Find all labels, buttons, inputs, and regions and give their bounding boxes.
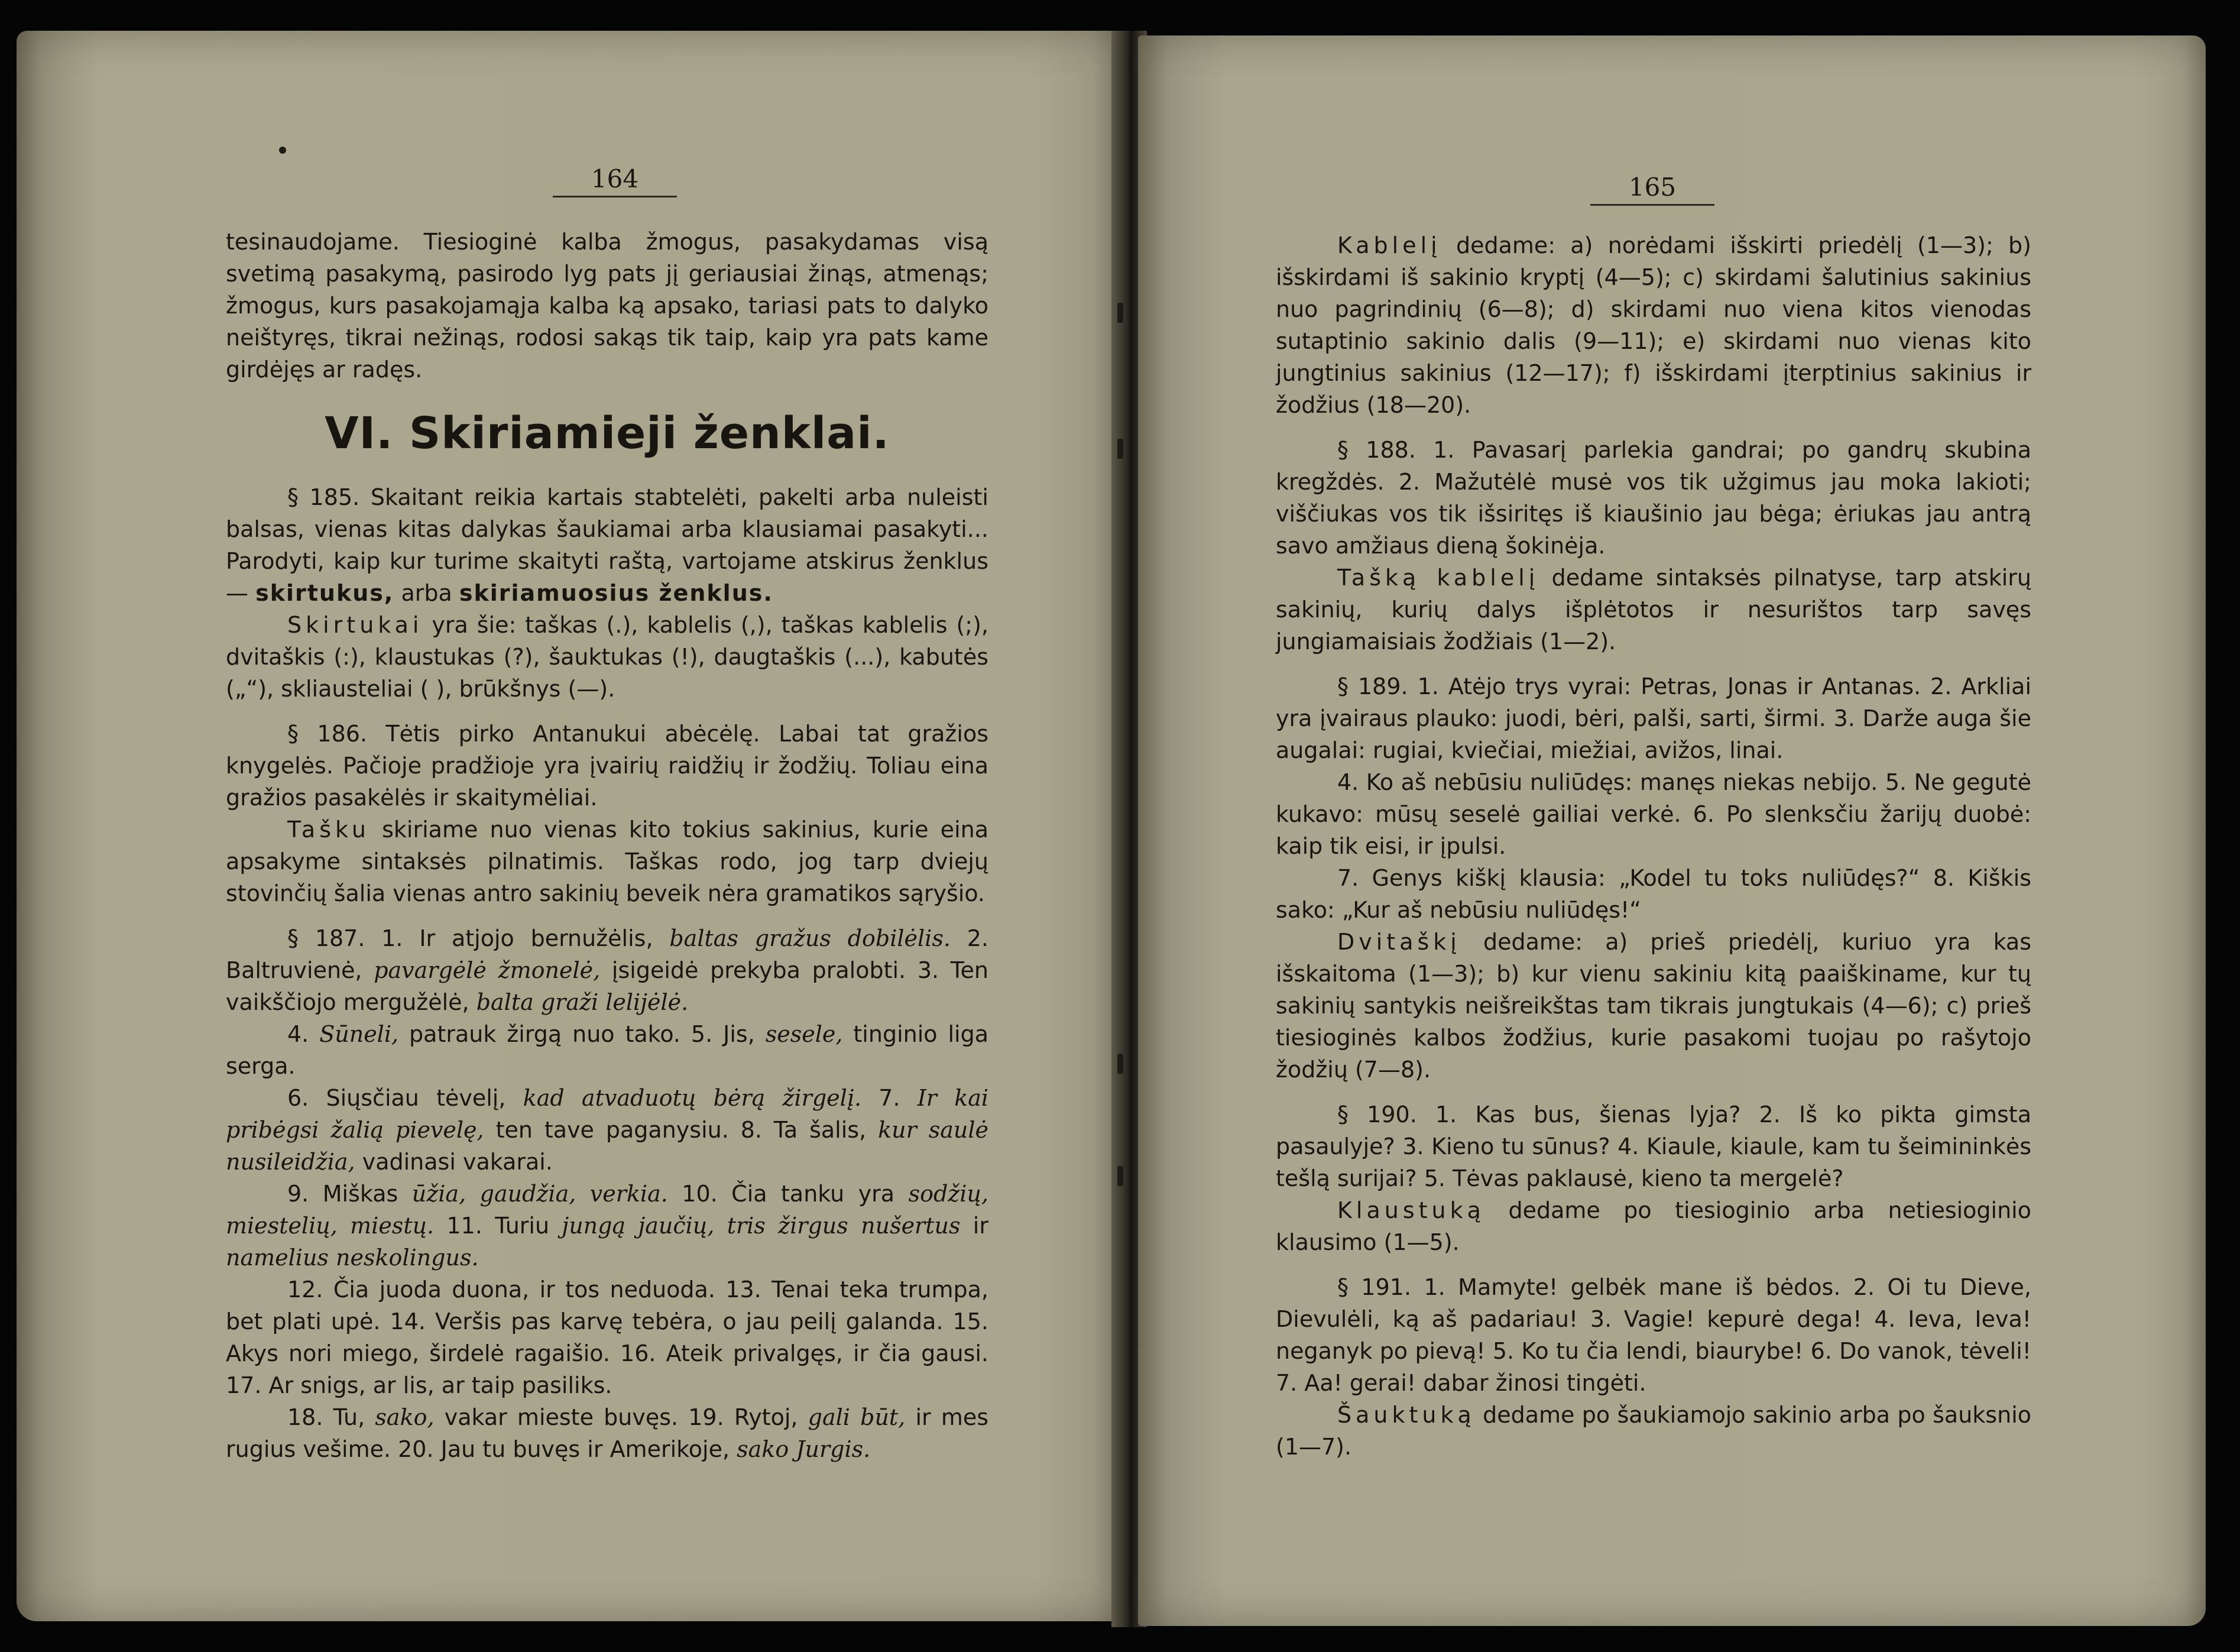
chapter-heading: VI. Skiriamieji ženklai.	[325, 408, 890, 459]
section-185: § 185. Skaitant reikia kartais stabtelėti, pakelti arba nuleisti balsas, vienas kitas dalykas šaukiamai arba klausiamai pasakyti... Parodyti, kaip kur turime skaityti raštą, vartojame atskirus ženklus — skirtukus, arba skiriamuosius ženklus.	[226, 484, 988, 606]
spine-stitch	[1117, 1166, 1123, 1186]
section-187: § 187. 1. Ir atjojo bernužėlis, baltas gražus dobilėlis. 2. Baltruvienė, pavargėlė žmonelė, įsigeidė prekyba pralobti. 3. Ten vaikščiojo mergužėlė, balta graži lelijėlė.	[226, 925, 988, 1015]
section-189-examples-7-8: 7. Genys kiškį klausia: „Kodel tu toks nuliūdęs?“ 8. Kiškis sako: „Kur aš nebūsiu nuliūdęs!“	[1276, 865, 2031, 923]
skirtukai-paragraph: Skirtukai yra šie: taškas (.), kablelis (,), taškas kablelis (;), dvitaškis (:), klaustukas (?), šauktukas (!), daugtaškis (...), kabutės („“), skliausteliai ( ), brūkšnys (—).	[226, 612, 988, 702]
section-189: § 189. 1. Atėjo trys vyrai: Petras, Jonas ir Antanas. 2. Arkliai yra įvairaus plauko: juodi, bėri, palši, sarti, širmi. 3. Darže auga šie augalai: rugiai, kviečiai, miežiai, avižos, linai.	[1276, 673, 2031, 763]
section-191: § 191. 1. Mamyte! gelbėk mane iš bėdos. 2. Oi tu Dieve, Dievulėli, ką aš padariau! 3. Vagie! kepurė dega! 4. Ieva, Ieva! neganyk po pievą! 5. Ko tu čia lendi, biaurybe! 6. Do vanok, tėveli! 7. Aa! gerai! dabar žinosi tingėti.	[1276, 1274, 2031, 1396]
spine-stitch	[1117, 1054, 1123, 1074]
left-page-text	[226, 226, 988, 1465]
spine-stitch	[1117, 439, 1123, 459]
section-190: § 190. 1. Kas bus, šienas lyja? 2. Iš ko pikta gimsta pasaulyje? 3. Kieno tu sūnus? 4. Kiaule, kiaule, kam tu šeimininkės tešlą surijai? 5. Tėvas paklausė, kieno ta mergelė?	[1276, 1102, 2031, 1191]
spine-stitch	[1117, 303, 1123, 323]
tasku-paragraph: Tašku skiriame nuo vienas kito tokius sakinius, kurie eina apsakyme sintaksės pilnatimis. Taškas rodo, jog tarp dviejų stovinčių šalia vienas antro sakinių beveik nėra gramatikos sąryšio.	[226, 817, 988, 906]
section-189-examples-4-6: 4. Ko aš nebūsiu nuliūdęs: manęs niekas nebijo. 5. Ne gegutė kukavo: mūsų seselė gailiai verkė. 6. Po slenksčiu žarijų duobė: kaip tik eisi, ir įpulsi.	[1276, 769, 2031, 859]
example-6: 6. Siųsčiau tėvelį, kad atvaduotų bėrą žirgelį. 7. Ir kai pribėgsi žalią pievelę, ten tave paganysiu. 8. Ta šalis, kur saulė nusileidžia, vadinasi vakarai.	[226, 1085, 989, 1175]
example-18: 18. Tu, sako, vakar mieste buvęs. 19. Rytoj, gali būt, ir mes rugius vešime. 20. Jau tu buvęs ir Amerikoje, sako Jurgis.	[226, 1404, 989, 1462]
right-page-text	[1276, 229, 2031, 1463]
kableli-paragraph: Kablelį dedame: a) norėdami išskirti priedėlį (1—3); b) išskirdami iš sakinio kryptį (4—5); c) skirdami šalutinius sakinius nuo pagrindinių (6—8); d) skirdami nuo viena kitos vienodas sutaptinio sakinio dalis (9—11); e) skirdami nuo vienas kito jungtinius sakinius (12—17); f) išskirdami įterptinius sakinius ir žodžius (18—20).	[1276, 232, 2031, 418]
example-9: 9. Miškas ūžia, gaudžia, verkia. 10. Čia tanku yra sodžių, miestelių, miestų. 11. Turiu jungą jaučių, tris žirgus nušertus ir namelius neskolingus.	[226, 1181, 988, 1271]
page-number-rule	[1590, 204, 1714, 206]
taska-kableli-paragraph: Tašką kablelį dedame sintaksės pilnatyse, tarp atskirų sakinių, kurių dalys išplėtotos ir nesurištos tarp savęs jungiamaisiais žodžiais (1—2).	[1276, 565, 2031, 655]
section-188: § 188. 1. Pavasarį parlekia gandrai; po gandrų skubina kregždės. 2. Mažutėlė musė vos tik užgimus jau moka lakioti; viščiukas vos tik išsiritęs iš kiaušinio jau bėga; ėriukas jau antrą savo amžiaus dieną šokinėja.	[1276, 437, 2031, 559]
example-12: 12. Čia juoda duona, ir tos neduoda. 13. Tenai teka trumpa, bet plati upė. 14. Veršis pas karvę tebėra, o jau peilį galanda. 15. Akys nori miego, širdelė ragaišio. 16. Ateik privalgęs, ir čia gausi. 17. Ar snigs, ar lis, ar taip pasiliks.	[226, 1277, 988, 1398]
ink-speck	[279, 147, 286, 154]
intro-paragraph: tesinaudojame. Tiesioginė kalba žmogus, pasakydamas visą svetimą pasakymą, pasirodo lyg pats jį geriausiai žinąs, atmenąs; žmogus, kurs pasakojamąja kalba ką apsako, tariasi pats to dalyko neištyręs, tikrai nežinąs, rodosi sakąs tik taip, kaip yra pats kame girdėjęs ar radęs.	[226, 229, 988, 383]
right-page-number: 165	[1590, 173, 1714, 206]
section-186: § 186. Tėtis pirko Antanukui abėcėlę. Labai tat gražios knygelės. Pačioje pradžioje yra įvairių raidžių ir žodžių. Toliau eina gražios pasakėlės ir skaitymėliai.	[226, 721, 988, 811]
dvitaski-paragraph: Dvitaškį dedame: a) prieš priedėlį, kuriuo yra kas išskaitoma (1—3); b) kur vienu sakiniu kitą paaiškiname, kur tų sakinių santykis neišreikštas tam tikrais jungtukais (4—6); c) prieš tiesioginės kalbos žodžius, kurie pasakomi tuojau po rašytojo žodžių (7—8).	[1276, 929, 2031, 1083]
sauktuka-paragraph: Šauktuką dedame po šaukiamojo sakinio arba po šauksnio (1—7).	[1276, 1402, 2031, 1460]
klaustuka-paragraph: Klaustuką dedame po tiesioginio arba netiesioginio klausimo (1—5).	[1276, 1197, 2031, 1255]
page-number-rule	[553, 196, 677, 197]
example-4: 4. Sūneli, patrauk žirgą nuo tako. 5. Jis, sesele, tinginio liga serga.	[226, 1021, 988, 1079]
left-page-number: 164	[553, 164, 677, 197]
